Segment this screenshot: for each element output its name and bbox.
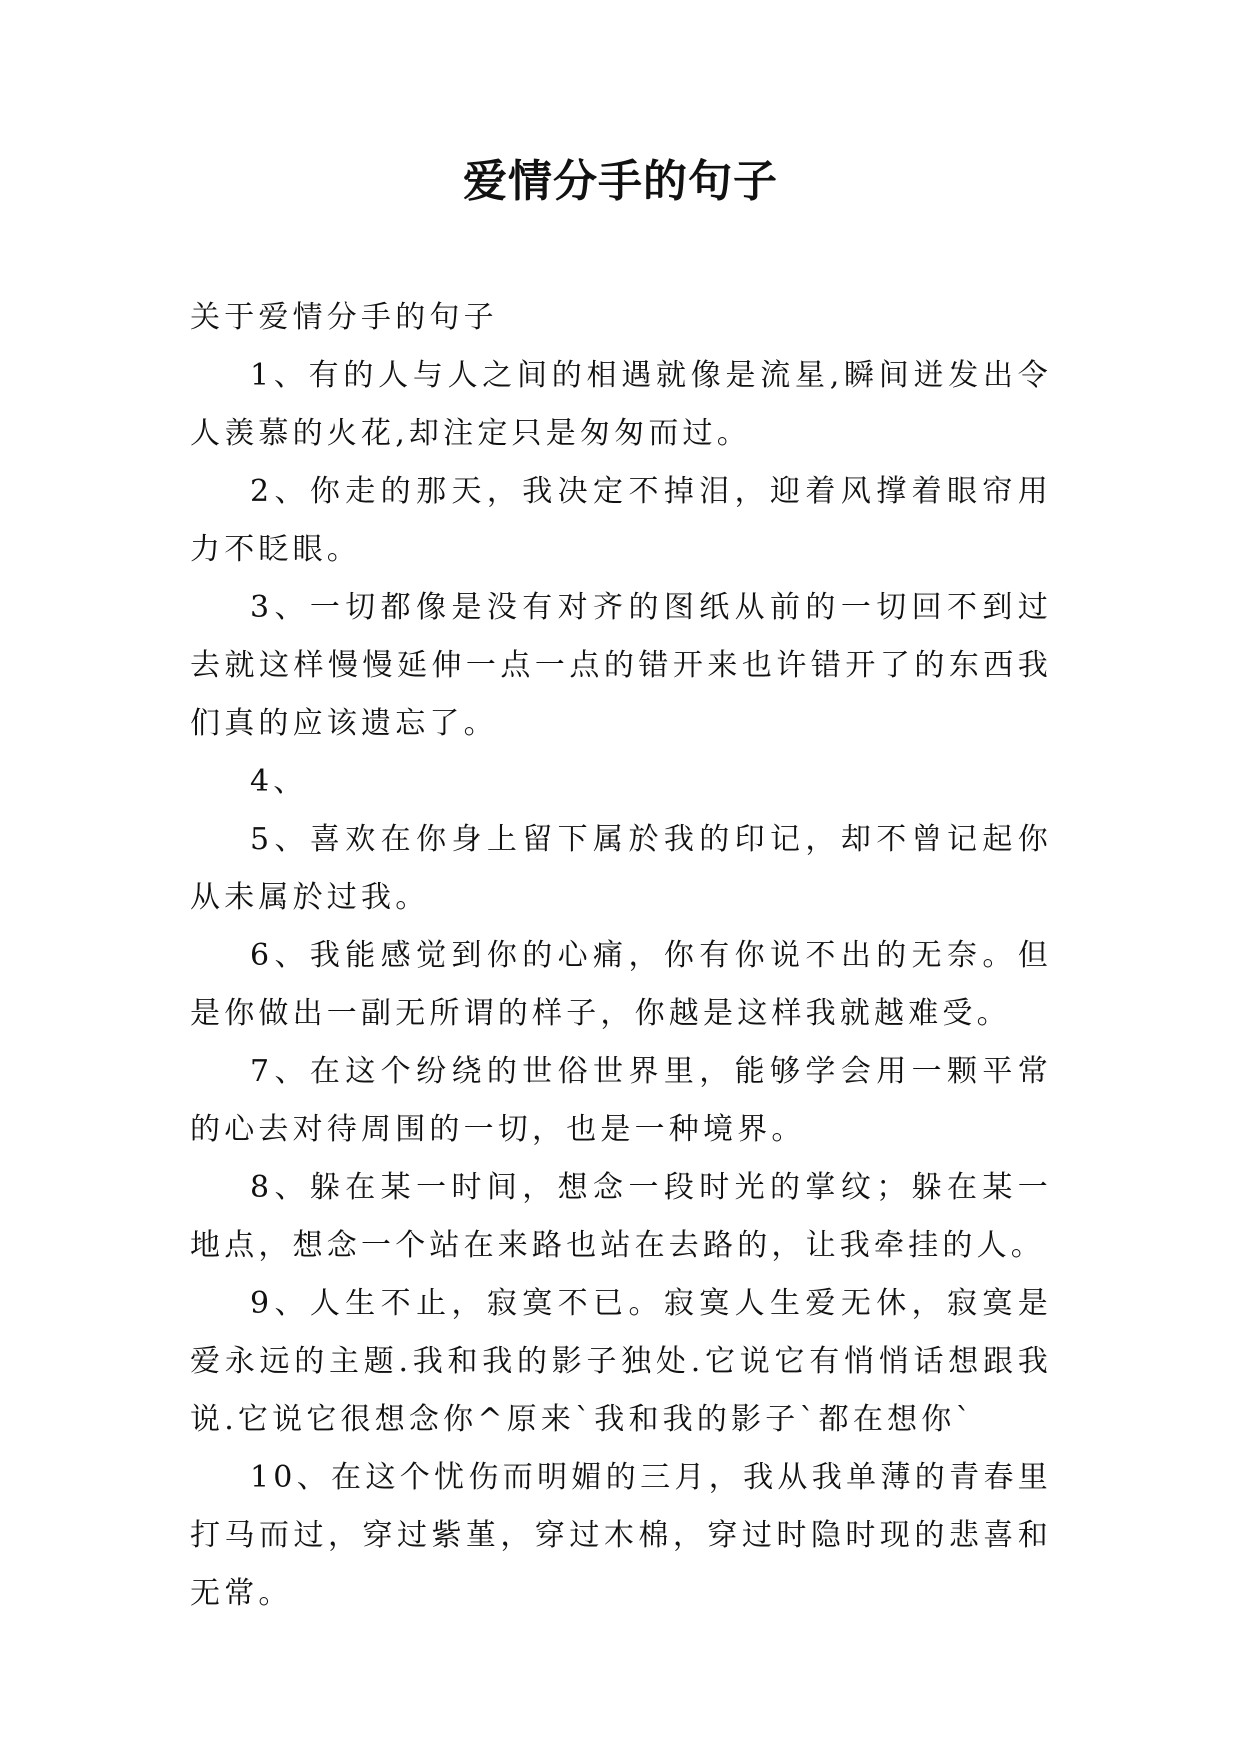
paragraph-7: 7、在这个纷绕的世俗世界里，能够学会用一颗平常的心去对待周围的一切，也是一种境界。 — [190, 1054, 1052, 1147]
intro-line: 关于爱情分手的句子 — [190, 300, 498, 335]
paragraph-10: 10、在这个忧伤而明媚的三月，我从我单薄的青春里打马而过，穿过紫堇，穿过木棉，穿过时隐时现的悲喜和无常。 — [190, 1460, 1052, 1611]
paragraph-3: 3、一切都像是没有对齐的图纸从前的一切回不到过去就这样慢慢延伸一点一点的错开来也许错开了的东西我们真的应该遗忘了。 — [190, 590, 1052, 741]
paragraph-5: 5、喜欢在你身上留下属於我的印记，却不曾记起你从未属於过我。 — [190, 822, 1052, 915]
paragraph-4: 4、 — [250, 764, 308, 799]
paragraph-2: 2、你走的那天，我决定不掉泪，迎着风撑着眼帘用力不眨眼。 — [190, 474, 1052, 567]
document-body — [190, 289, 1052, 1623]
paragraph-1: 1、有的人与人之间的相遇就像是流星,瞬间迸发出令人羡慕的火花,却注定只是匆匆而过。 — [190, 358, 1052, 451]
paragraph-9: 9、人生不止，寂寞不已。寂寞人生爱无休，寂寞是爱永远的主题.我和我的影子独处.它说它有悄悄话想跟我说.它说它很想念你^原来`我和我的影子`都在想你` — [190, 1286, 1052, 1437]
document-title: 爱情分手的句子 — [463, 156, 778, 207]
paragraph-8: 8、躲在某一时间，想念一段时光的掌纹；躲在某一地点，想念一个站在来路也站在去路的，让我牵挂的人。 — [190, 1170, 1052, 1263]
paragraph-6: 6、我能感觉到你的心痛，你有你说不出的无奈。但是你做出一副无所谓的样子，你越是这样我就越难受。 — [190, 938, 1052, 1031]
